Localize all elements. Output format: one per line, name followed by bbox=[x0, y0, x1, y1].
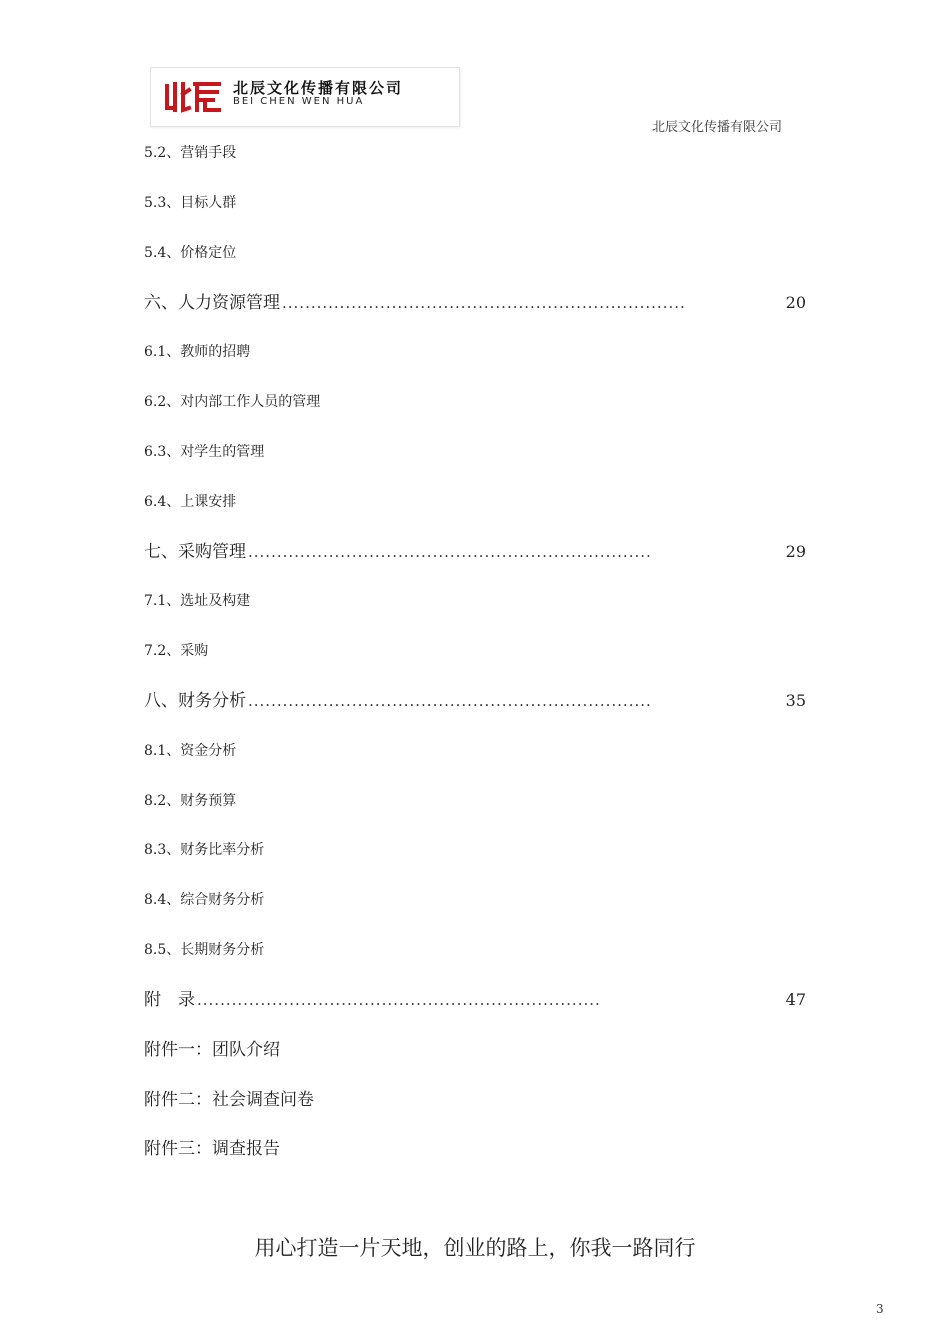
toc-item: 6.2、对内部工作人员的管理 bbox=[144, 394, 321, 410]
toc-item: 5.2、营销手段 bbox=[144, 145, 237, 161]
toc-chapter-title: 七、采购管理 bbox=[144, 542, 246, 562]
logo-mark-icon bbox=[161, 74, 223, 118]
toc-item: 5.4、价格定位 bbox=[144, 245, 237, 261]
logo-company-name: 北辰文化传播有限公司 bbox=[233, 79, 404, 97]
toc-item: 7.1、选址及构建 bbox=[144, 593, 251, 609]
toc-item: 7.2、采购 bbox=[144, 643, 209, 659]
toc-appendix-item: 附件二：社会调查问卷 bbox=[144, 1090, 314, 1110]
logo-company-name-en: BEI CHEN WEN HUA bbox=[233, 96, 365, 107]
toc-chapter bbox=[144, 686, 806, 711]
toc-chapter bbox=[144, 288, 806, 313]
toc-item: 8.3、财务比率分析 bbox=[144, 842, 265, 858]
toc-leader-dots: ...................................................................... bbox=[248, 543, 652, 561]
toc-item: 8.1、资金分析 bbox=[144, 743, 237, 759]
toc-appendix-item: 附件三：调查报告 bbox=[144, 1139, 280, 1159]
toc-page-number: 20 bbox=[785, 293, 806, 312]
toc-leader-dots: ...................................................................... bbox=[248, 692, 652, 710]
toc-item: 6.4、上课安排 bbox=[144, 494, 237, 510]
toc-page-number: 47 bbox=[785, 990, 806, 1009]
toc-page-number: 29 bbox=[785, 542, 806, 561]
toc-item: 5.3、目标人群 bbox=[144, 195, 237, 211]
toc-chapter-title: 六、人力资源管理 bbox=[144, 293, 280, 313]
company-logo bbox=[150, 67, 460, 127]
toc-chapter-title: 八、财务分析 bbox=[144, 691, 246, 711]
toc-appendix-item: 附件一：团队介绍 bbox=[144, 1040, 280, 1060]
toc-item: 8.4、综合财务分析 bbox=[144, 892, 265, 908]
toc-item: 8.5、长期财务分析 bbox=[144, 942, 265, 958]
toc-chapter bbox=[144, 985, 806, 1010]
toc-page-number: 35 bbox=[785, 691, 806, 710]
toc-item: 8.2、财务预算 bbox=[144, 793, 237, 809]
toc-item: 6.3、对学生的管理 bbox=[144, 444, 265, 460]
toc-chapter bbox=[144, 537, 806, 562]
footer-slogan: 用心打造一片天地，创业的路上，你我一路同行 bbox=[254, 1236, 696, 1260]
toc-chapter-title: 附 录 bbox=[144, 990, 195, 1010]
header-company-name: 北辰文化传播有限公司 bbox=[652, 120, 783, 135]
toc-leader-dots: ...................................................................... bbox=[282, 294, 686, 312]
toc-leader-dots: ...................................................................... bbox=[197, 991, 601, 1009]
page-number: 3 bbox=[876, 1302, 884, 1316]
toc-item: 6.1、教师的招聘 bbox=[144, 344, 251, 360]
